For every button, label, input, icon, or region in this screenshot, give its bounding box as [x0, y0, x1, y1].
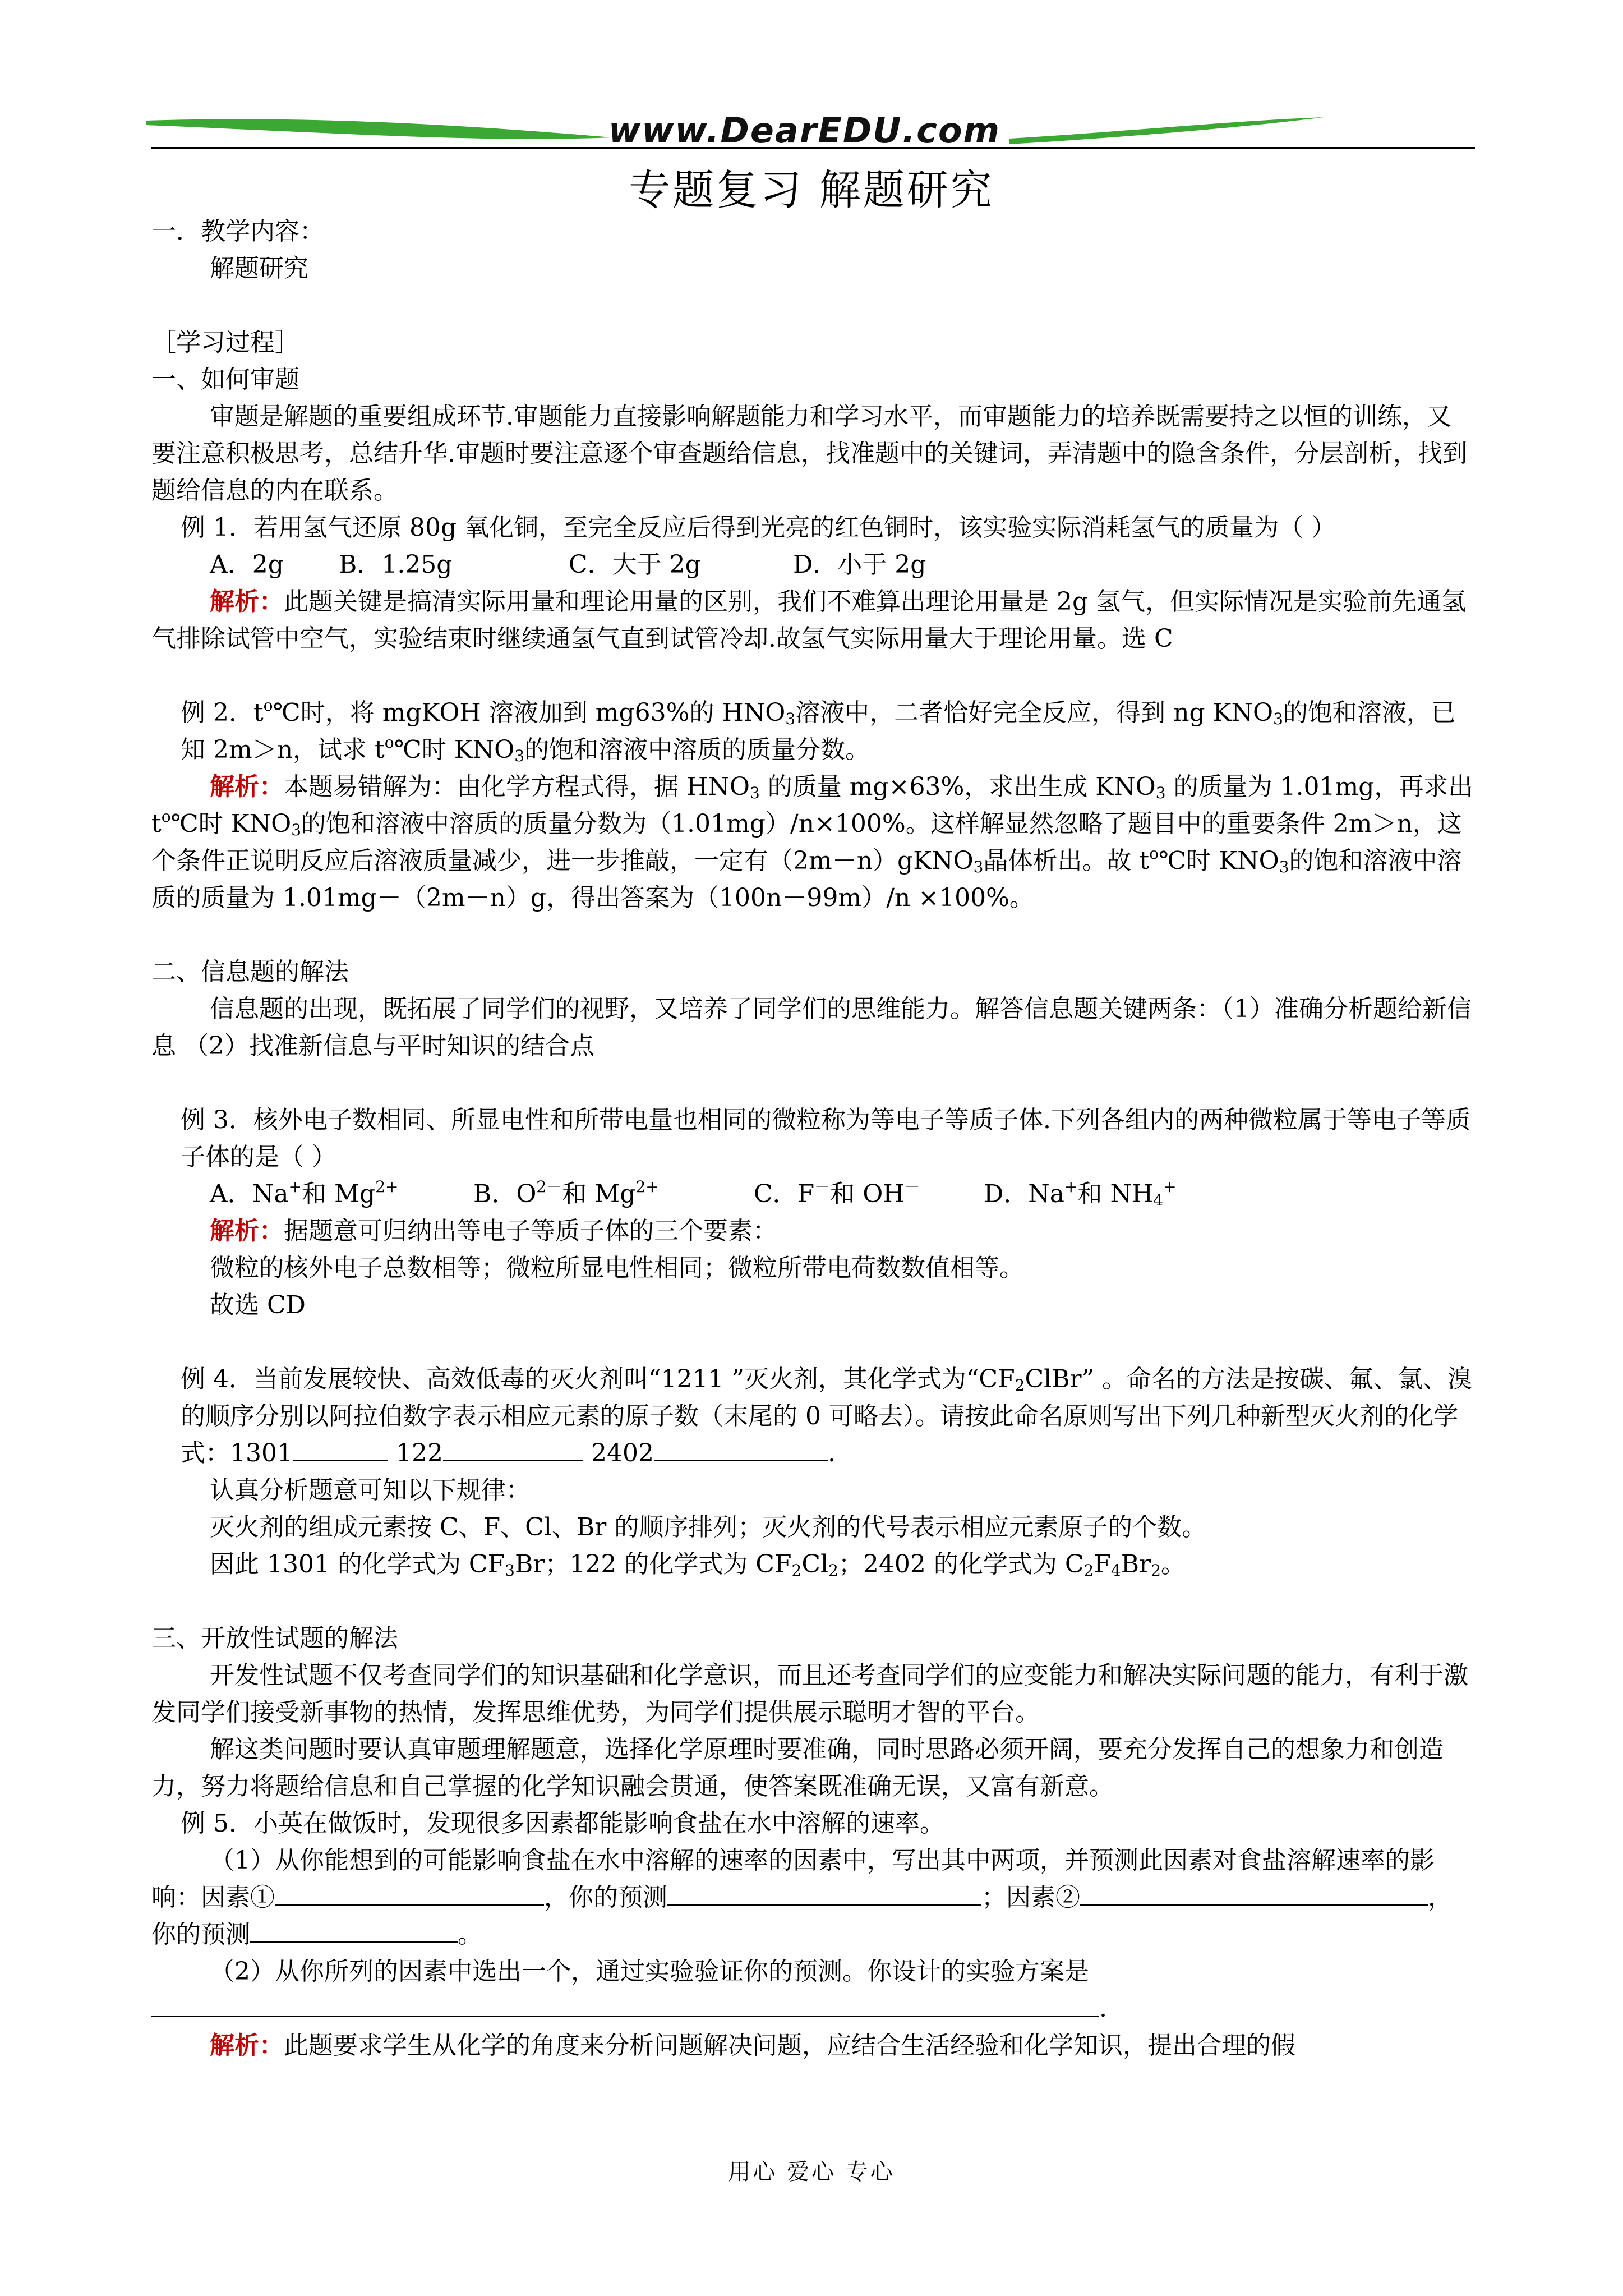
paragraph: 信息题的出现，既拓展了同学们的视野，又培养了同学们的思维能力。解答信息题关键两条：（1）准确分析题给新信息 （2）找准新信息与平时知识的结合点	[151, 995, 1472, 1060]
green-swoosh-left-icon	[146, 115, 611, 149]
answer-blank-prediction-1[interactable]	[667, 1880, 981, 1906]
example-5-part-2: （2）从你所列的因素中选出一个，通过实验验证你的预测。你设计的实验方案是	[210, 1957, 1089, 1986]
answer-blank-experiment[interactable]	[151, 1991, 1099, 2017]
answer-blank-factor-1[interactable]	[275, 1880, 544, 1906]
example-3-options	[151, 1176, 1475, 1213]
section-heading: 三、开放性试题的解法	[151, 1624, 398, 1653]
section-heading: 一、如何审题	[151, 365, 299, 394]
example-5-question: 例 5．小英在做饭时，发现很多因素都能影响食盐在水中溶解的速率。	[181, 1809, 944, 1838]
process-heading: ［学习过程］	[151, 328, 299, 357]
analysis-label: 解析：	[210, 2031, 284, 2060]
header-divider	[151, 147, 1475, 149]
answer-blank-1301[interactable]	[293, 1435, 388, 1461]
example-1-options	[151, 546, 1475, 583]
teaching-item: 解题研究	[210, 254, 308, 283]
analysis-label: 解析：	[210, 1217, 284, 1245]
document-body	[151, 213, 1475, 2064]
option-b: B．1.25g	[339, 550, 453, 579]
example-5-part-1: （1）从你能想到的可能影响食盐在水中溶解的速率的因素中，写出其中两项，并预测此因素对食盐溶解速率的影响：因素① ，你的预测 ；因素② ，你的预测 。	[151, 1846, 1453, 1949]
example-4-line: 认真分析题意可知以下规律：	[210, 1476, 531, 1504]
example-5-analysis: 解析：此题要求学生从化学的角度来分析问题解决问题，应结合生活经验和化学知识，提出合理的假	[210, 2031, 1295, 2060]
option-d: D．小于 2g	[793, 550, 926, 579]
paragraph: 开发性试题不仅考查同学们的知识基础和化学意识，而且还考查同学们的应变能力和解决实际问题的能力，有利于激发同学们接受新事物的热情，发挥思维优势，为同学们提供展示聪明才智的平台。	[151, 1661, 1468, 1727]
example-4-conclusion: 因此 1301 的化学式为 $CF_3Br$；122 的化学式为 $CF_2Cl_2$；2402 的化学式为 $C_2F_4Br_2$。	[210, 1550, 1186, 1580]
answer-blank-prediction-2[interactable]	[250, 1917, 458, 1943]
page-title: 专题复习 解题研究	[629, 166, 994, 214]
option-b: B．$O^{2-}$和 $Mg^{2+}$	[473, 1177, 659, 1208]
option-d: D．Na+和 $NH_4^+$	[984, 1177, 1177, 1209]
example-4-line: 灭火剂的组成元素按 C、F、Cl、Br 的顺序排列；灭火剂的代号表示相应元素原子的个数。	[210, 1513, 1207, 1542]
example-3-analysis: 解析：据题意可归纳出等电子等质子体的三个要素：	[210, 1217, 777, 1245]
analysis-label: 解析：	[210, 772, 284, 801]
analysis-label: 解析：	[210, 587, 284, 616]
paragraph: 审题是解题的重要组成环节.审题能力直接影响解题能力和学习水平，而审题能力的培养既需要持之以恒的训练，又要注意积极思考，总结升华.审题时要注意逐个审查题给信息，找准题中的关键词，弄清题中的隐含条件，分层剖析，找到题给信息的内在联系。	[151, 402, 1467, 505]
example-1-analysis: 解析：此题关键是搞清实际用量和理论用量的区别，我们不难算出理论用量是 2g 氢气，但实际情况是实验前先通氢气排除试管中空气，实验结束时继续通氢气直到试管冷却.故氢气实际用量大于理论用量。选 C	[151, 587, 1467, 653]
page-footer: 用心 爱心 专心	[728, 2159, 895, 2185]
example-2-question: 例 2．$t^o℃$时，将 mgKOH 溶液加到 mg63%的 $HNO_3$溶液中，二者恰好完全反应，得到 ng $KNO_3$的饱和溶液，已知 2m＞n，试求 $t^o℃$时 $KNO_3$的饱和溶液中溶质的质量分数。	[181, 696, 1456, 765]
example-1-question: 例 1．若用氢气还原 80g 氧化铜，至完全反应后得到光亮的红色铜时，该实验实际消耗氢气的质量为（ ）	[181, 513, 1336, 542]
option-a: A．2g	[210, 550, 284, 579]
example-3-line: 微粒的核外电子总数相等；微粒所显电性相同；微粒所带电荷数数值相等。	[210, 1254, 1024, 1282]
example-2-analysis: 解析：本题易错解为：由化学方程式得，据 $HNO_3$ 的质量 mg×63%，求出生成 $KNO_3$ 的质量为 1.01mg，再求出 $t^o℃$时 $KNO_3$的饱和溶液中溶质的质量分数为（1.01mg）/n×100%。这样解显然忽略了题目中的重要条件 2m＞n，这个条件正说明反应后溶液质量减少，进一步推敲，一定有（2m－n）gKNO$_3$晶体析出。故 $t^o℃$时 $KNO_3$的饱和溶液中溶质的质量为 1.01mg－（2m－n）g，得出答案为（100n－99m）/n ×100%。	[151, 772, 1473, 912]
brand-logo: www.DearEDU.com	[608, 110, 1001, 151]
answer-blank-122[interactable]	[443, 1435, 583, 1461]
example-5-part-2-blank-line: .	[151, 1990, 1475, 2027]
option-a: A．Na+和 $Mg^{2+}$	[210, 1177, 399, 1208]
option-c: C．大于 2g	[569, 550, 701, 579]
example-4-question: 例 4．当前发展较快、高效低毒的灭火剂叫“1211 ”灭火剂，其化学式为“$CF_2ClBr$” 。命名的方法是按碳、氟、氯、溴的顺序分别以阿拉伯数字表示相应元素的原子数（末尾的 0 可略去）。请按此命名原则写出下列几种新型灭火剂的化学式：1301 122 2402 .	[181, 1365, 1473, 1467]
paragraph: 解这类问题时要认真审题理解题意，选择化学原理时要准确，同时思路必须开阔，要充分发挥自己的想象力和创造力，努力将题给信息和自己掌握的化学知识融会贯通，使答案既准确无误，又富有新意。	[151, 1735, 1444, 1801]
option-c: C．F－和 OH－	[754, 1177, 920, 1208]
example-3-question: 例 3．核外电子数相同、所显电性和所带电量也相同的微粒称为等电子等质子体.下列各组内的两种微粒属于等电子等质子体的是（ ）	[181, 1106, 1470, 1171]
section-heading: 二、信息题的解法	[151, 958, 349, 986]
example-3-answer: 故选 CD	[210, 1291, 306, 1319]
answer-blank-2402[interactable]	[654, 1435, 828, 1461]
section-heading: 一．教学内容：	[151, 217, 324, 246]
green-swoosh-right-icon	[1009, 115, 1324, 149]
answer-blank-factor-2[interactable]	[1080, 1880, 1428, 1906]
